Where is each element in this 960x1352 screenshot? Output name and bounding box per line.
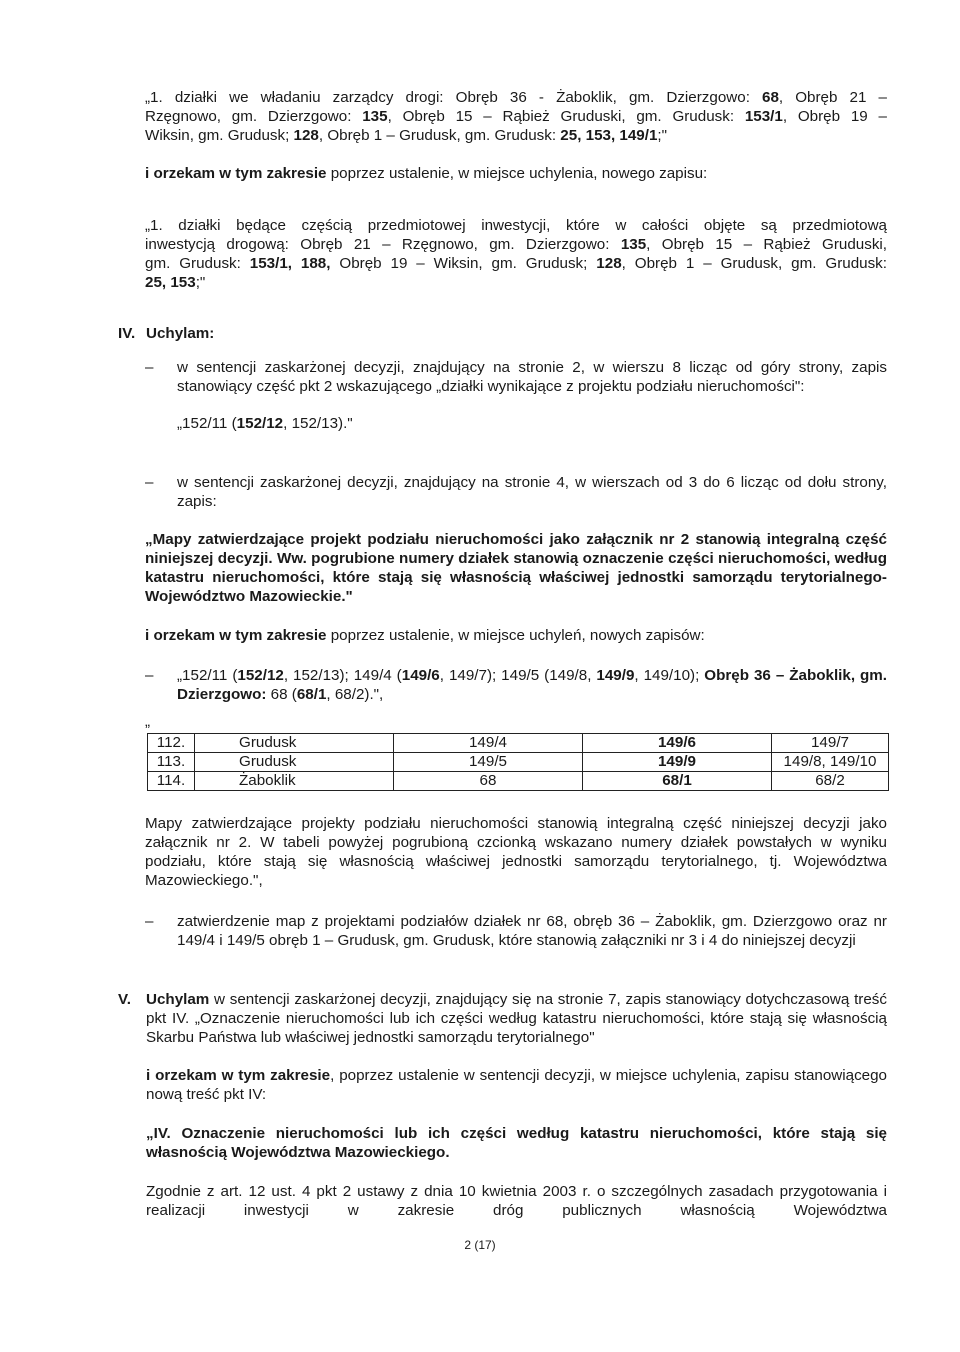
line: „1. działki będące częścią przedmiotowej inwestycji, które w całości objęte są przedmiotową xyxy=(145,217,887,234)
table-cell: 114. xyxy=(148,772,195,791)
table-row xyxy=(148,753,889,772)
section-v-number: V. xyxy=(118,991,131,1008)
list-item-3 xyxy=(145,666,887,704)
table-cell: 68 xyxy=(394,772,583,791)
list-item-text: „152/11 (152/12, 152/13); 149/4 (149/6, 149/7); 149/5 (149/8, 149/9, 149/10); Obręb 36 – Żaboklik, gm. Dzierzgowo: 68 (68/1, 68/2).", xyxy=(177,667,888,703)
line: Rzęgnowo, gm. Dzierzgowo: 135, Obręb 15 – Rąbież Gruduski, gm. Grudusk: 153/1, Obręb 19 – xyxy=(145,108,887,125)
table-cell: 113. xyxy=(148,753,195,772)
table-cell: 68/1 xyxy=(583,772,772,791)
final-paragraph: Zgodnie z art. 12 ust. 4 pkt 2 ustawy z dnia 10 kwietnia 2003 r. o szczególnych zasadach przygotowania i realizacji inwestycji w zakresie dróg publicznych własnością Województwa xyxy=(146,1183,887,1219)
table-cell: 149/5 xyxy=(394,753,583,772)
orzekam-line-1: i orzekam w tym zakresie poprzez ustalenie, w miejsce uchylenia, nowego zapisu: xyxy=(145,165,708,182)
table-cell: Żaboklik xyxy=(195,772,394,791)
table-cell: 149/7 xyxy=(772,734,889,753)
list-item-4 xyxy=(145,912,887,950)
list-item-text: w sentencji zaskarżonej decyzji, znajdujący na stronie 2, w wierszu 8 licząc od góry strony, zapis stanowiący część pkt 2 wskazującego „działki wynikające z projektu podziału nieruchomości": xyxy=(177,359,887,395)
line: Wiksin, gm. Grudusk; 128, Obręb 1 – Grudusk, gm. Grudusk: 25, 153, 149/1;" xyxy=(145,127,668,144)
paragraph-dzialki-bedace xyxy=(145,216,887,292)
dash-bullet: – xyxy=(145,913,154,930)
line: inwestycją drogową: Obręb 21 – Rzęgnowo, gm. Dzierzgowo: 135, Obręb 15 – Rąbież Gruduski, xyxy=(145,236,888,253)
table-cell: Grudusk xyxy=(195,734,394,753)
table-cell: 68/2 xyxy=(772,772,889,791)
table-cell: Grudusk xyxy=(195,753,394,772)
list-item-2 xyxy=(145,473,887,511)
dash-bullet: – xyxy=(145,474,154,491)
mapy-quote: „Mapy zatwierdzające projekt podziału nieruchomości jako załącznik nr 2 stanowią integralną część niniejszej decyzji. Ww. pogrubione numery działek stanowią oznaczenie części nieruchomości, według katastru nieruchomości, które stają się własnością właściwej jednostki samorządu terytorialnego- Województwo Mazowieckie." xyxy=(145,531,887,605)
list-item-1 xyxy=(145,358,887,433)
new-iv-heading: „IV. Oznaczenie nieruchomości lub ich części według katastru nieruchomości, które stają się własnością Województwa Mazowieckiego. xyxy=(146,1125,887,1161)
table-row xyxy=(148,734,889,753)
orzekam-line-3: i orzekam w tym zakresie, poprzez ustalenie w sentencji decyzji, w miejsce uchylenia, zapisu stanowiącego nową treść pkt IV: xyxy=(146,1067,887,1103)
quote-line: „152/11 (152/12, 152/13)." xyxy=(177,415,353,432)
dash-bullet: – xyxy=(145,359,154,376)
list-item-text: w sentencji zaskarżonej decyzji, znajdujący na stronie 4, w wierszach od 3 do 6 licząc od dołu strony, zapis: xyxy=(177,474,887,510)
section-v-text: Uchylam w sentencji zaskarżonej decyzji, znajdujący się na stronie 7, zapis stanowiący dotychczasową treść pkt IV. „Oznaczenie nieruchomości lub ich części według katastru nieruchomości, które stają się własnością Skarbu Państwa lub właściwej jednostki samorządu terytorialnego" xyxy=(146,991,887,1046)
section-iv-title: Uchylam: xyxy=(146,325,215,342)
table-cell: 149/9 xyxy=(583,753,772,772)
paragraph-after-table: Mapy zatwierdzające projekty podziału nieruchomości stanowią integralną część niniejszej decyzji jako załącznik nr 2. W tabeli powyżej pogrubioną czcionką wskazano numery działek powstałych w wyniku podziału, które stają się własnością właściwej jednostki samorządu terytorialnego, tj. Województwa Mazowieckiego.", xyxy=(145,815,887,889)
parcel-table xyxy=(147,733,889,791)
orzekam-line-2: i orzekam w tym zakresie poprzez ustalenie, w miejsce uchyleń, nowych zapisów: xyxy=(145,627,705,644)
table-cell: 149/8, 149/10 xyxy=(772,753,889,772)
line: 25, 153;" xyxy=(145,274,206,291)
table-cell: 149/6 xyxy=(583,734,772,753)
page-number: 2 (17) xyxy=(464,1238,496,1252)
list-item-text: zatwierdzenie map z projektami podziałów działek nr 68, obręb 36 – Żaboklik, gm. Dzierzgowo oraz nr 149/4 i 149/5 obręb 1 – Grudusk, gm. Grudusk, które stanowią załączniki nr 3 i 4 do niniejszej decyzji xyxy=(177,913,887,949)
table-row xyxy=(148,772,889,791)
paragraph-dzialki-wladanie xyxy=(145,88,887,145)
table-cell: 112. xyxy=(148,734,195,753)
line: „1. działki we władaniu zarządcy drogi: Obręb 36 - Żaboklik, gm. Dzierzgowo: 68, Obręb 21 – xyxy=(145,89,887,106)
section-iv-number: IV. xyxy=(118,325,136,342)
dash-bullet: – xyxy=(145,667,154,684)
table-cell: 149/4 xyxy=(394,734,583,753)
line: gm. Grudusk: 153/1, 188, Obręb 19 – Wiksin, gm. Grudusk; 128, Obręb 1 – Grudusk, gm. Grudusk: xyxy=(145,255,887,272)
table-open-quote: „ xyxy=(145,713,151,730)
